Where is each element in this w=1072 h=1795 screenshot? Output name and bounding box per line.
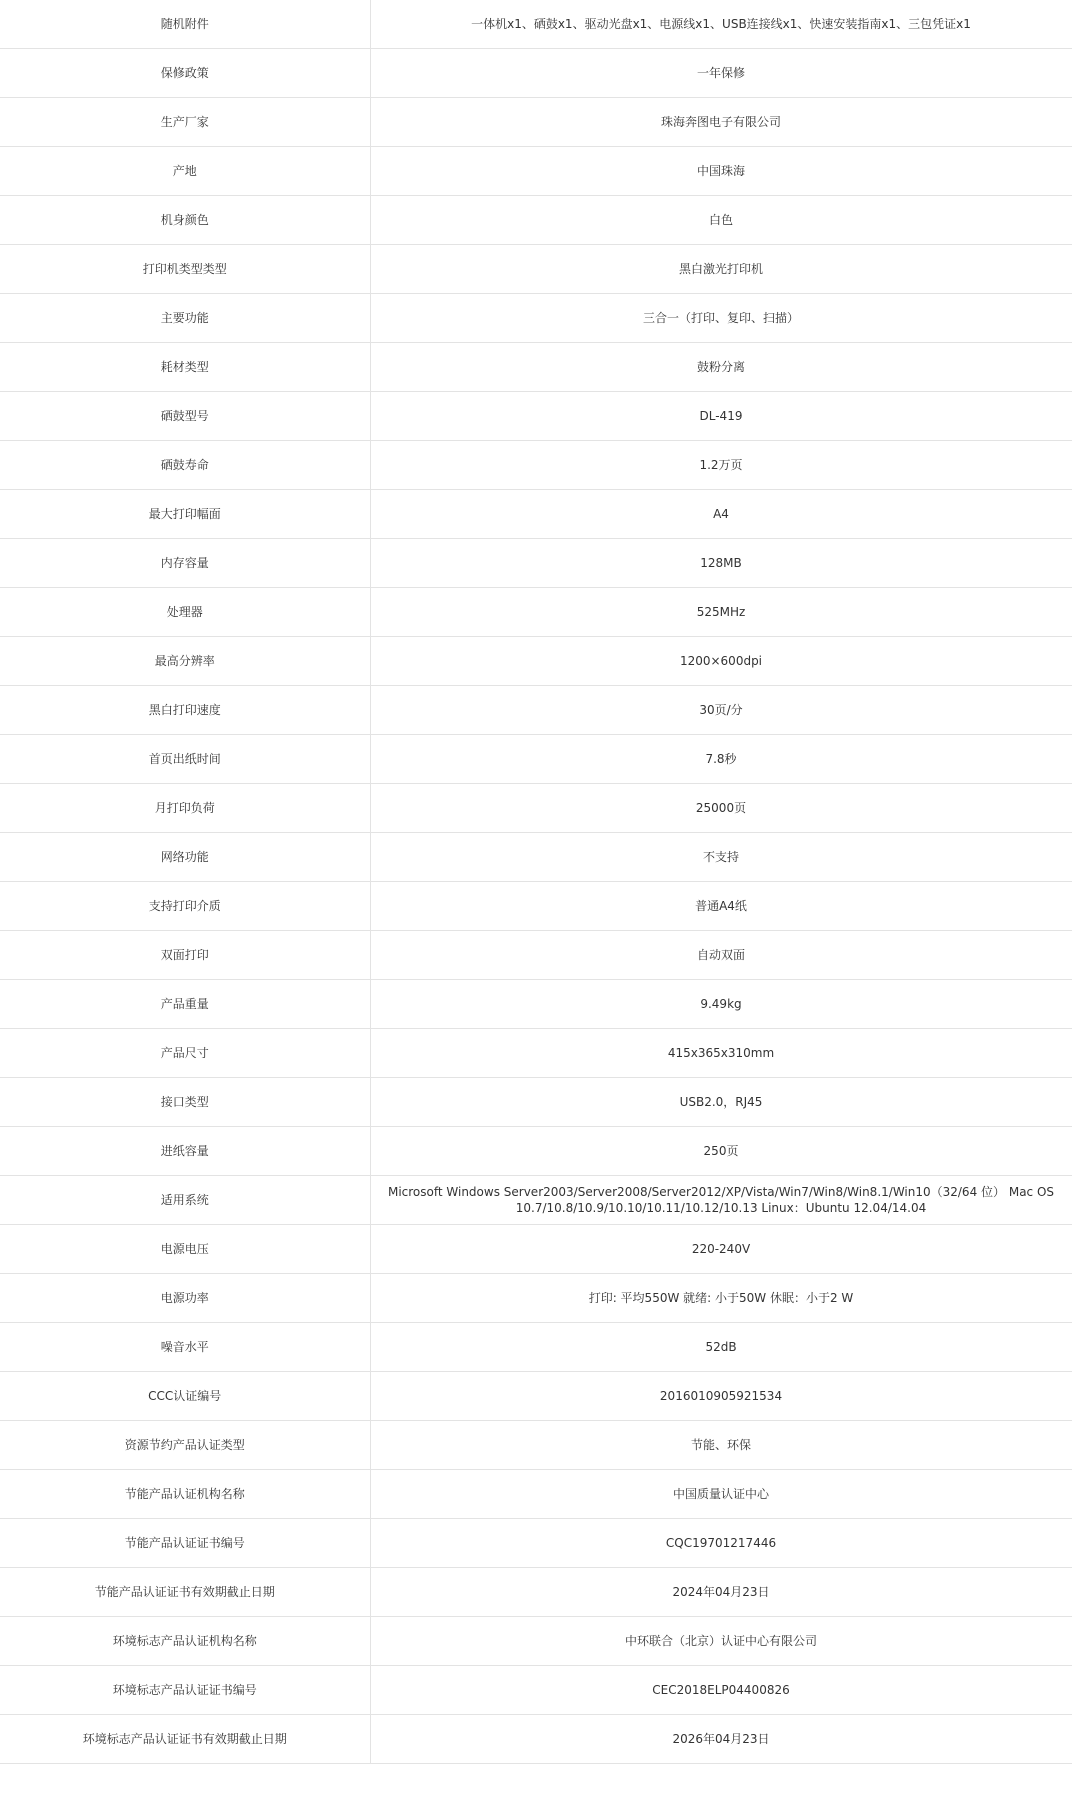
spec-value: Microsoft Windows Server2003/Server2008/Server2012/XP/Vista/Win7/Win8/Win8.1/Win10（32/64 位） Mac OS 10.7/10.8/10.9/10.10/10.11/10.12/10.13 Linux：Ubuntu 12.04/14.04 (370, 1175, 1072, 1224)
spec-value: 7.8秒 (370, 734, 1072, 783)
spec-row (0, 1371, 1072, 1420)
spec-value: 220-240V (370, 1224, 1072, 1273)
spec-row (0, 195, 1072, 244)
spec-value: 2016010905921534 (370, 1371, 1072, 1420)
spec-row (0, 832, 1072, 881)
spec-label: 首页出纸时间 (0, 734, 370, 783)
spec-row (0, 391, 1072, 440)
spec-row (0, 342, 1072, 391)
spec-value: 2026年04月23日 (370, 1714, 1072, 1763)
spec-label: 环境标志产品认证证书有效期截止日期 (0, 1714, 370, 1763)
spec-label: 资源节约产品认证类型 (0, 1420, 370, 1469)
spec-value: 128MB (370, 538, 1072, 587)
spec-row (0, 881, 1072, 930)
spec-row (0, 244, 1072, 293)
spec-value: 中环联合（北京）认证中心有限公司 (370, 1616, 1072, 1665)
spec-row (0, 1224, 1072, 1273)
spec-label: 最大打印幅面 (0, 489, 370, 538)
spec-row (0, 1273, 1072, 1322)
spec-row (0, 783, 1072, 832)
spec-value: 三合一（打印、复印、扫描） (370, 293, 1072, 342)
spec-row (0, 1567, 1072, 1616)
spec-label: 保修政策 (0, 48, 370, 97)
spec-row (0, 1322, 1072, 1371)
spec-value: 一年保修 (370, 48, 1072, 97)
spec-value: 30页/分 (370, 685, 1072, 734)
spec-value: 25000页 (370, 783, 1072, 832)
spec-row (0, 1469, 1072, 1518)
spec-label: 节能产品认证机构名称 (0, 1469, 370, 1518)
spec-value: 2024年04月23日 (370, 1567, 1072, 1616)
spec-value: 1.2万页 (370, 440, 1072, 489)
spec-value: 52dB (370, 1322, 1072, 1371)
spec-label: 电源电压 (0, 1224, 370, 1273)
spec-row (0, 1518, 1072, 1567)
spec-label: 机身颜色 (0, 195, 370, 244)
spec-row (0, 734, 1072, 783)
spec-value: 中国珠海 (370, 146, 1072, 195)
spec-label: 环境标志产品认证机构名称 (0, 1616, 370, 1665)
spec-value: 普通A4纸 (370, 881, 1072, 930)
spec-label: 随机附件 (0, 0, 370, 48)
spec-value: A4 (370, 489, 1072, 538)
spec-row (0, 1420, 1072, 1469)
spec-label: 噪音水平 (0, 1322, 370, 1371)
spec-label: 节能产品认证证书有效期截止日期 (0, 1567, 370, 1616)
spec-value: 415x365x310mm (370, 1028, 1072, 1077)
spec-row (0, 1175, 1072, 1224)
spec-label: 硒鼓型号 (0, 391, 370, 440)
spec-label: 主要功能 (0, 293, 370, 342)
spec-row (0, 1714, 1072, 1763)
spec-row (0, 489, 1072, 538)
spec-label: 耗材类型 (0, 342, 370, 391)
spec-label: 打印机类型类型 (0, 244, 370, 293)
spec-value: 不支持 (370, 832, 1072, 881)
spec-value: 250页 (370, 1126, 1072, 1175)
spec-row (0, 1126, 1072, 1175)
spec-label: 电源功率 (0, 1273, 370, 1322)
spec-row (0, 1616, 1072, 1665)
spec-value: 中国质量认证中心 (370, 1469, 1072, 1518)
spec-value: 鼓粉分离 (370, 342, 1072, 391)
spec-label: 进纸容量 (0, 1126, 370, 1175)
spec-row (0, 1665, 1072, 1714)
spec-row (0, 538, 1072, 587)
spec-label: 最高分辨率 (0, 636, 370, 685)
spec-value: USB2.0，RJ45 (370, 1077, 1072, 1126)
spec-value: CEC2018ELP04400826 (370, 1665, 1072, 1714)
spec-row (0, 587, 1072, 636)
spec-value: 525MHz (370, 587, 1072, 636)
spec-label: 月打印负荷 (0, 783, 370, 832)
spec-label: 产地 (0, 146, 370, 195)
spec-label: 网络功能 (0, 832, 370, 881)
spec-label: 接口类型 (0, 1077, 370, 1126)
spec-label: CCC认证编号 (0, 1371, 370, 1420)
spec-row (0, 440, 1072, 489)
spec-value: DL-419 (370, 391, 1072, 440)
spec-label: 节能产品认证证书编号 (0, 1518, 370, 1567)
spec-value: CQC19701217446 (370, 1518, 1072, 1567)
spec-label: 适用系统 (0, 1175, 370, 1224)
spec-value: 9.49kg (370, 979, 1072, 1028)
spec-label: 双面打印 (0, 930, 370, 979)
spec-row (0, 0, 1072, 48)
spec-value: 白色 (370, 195, 1072, 244)
spec-label: 黑白打印速度 (0, 685, 370, 734)
spec-row (0, 48, 1072, 97)
spec-row (0, 979, 1072, 1028)
spec-row (0, 1077, 1072, 1126)
spec-value: 一体机x1、硒鼓x1、驱动光盘x1、电源线x1、USB连接线x1、快速安装指南x1、三包凭证x1 (370, 0, 1072, 48)
spec-label: 产品尺寸 (0, 1028, 370, 1077)
spec-row (0, 146, 1072, 195)
spec-row (0, 293, 1072, 342)
spec-row (0, 97, 1072, 146)
spec-value: 珠海奔图电子有限公司 (370, 97, 1072, 146)
spec-value: 打印: 平均550W 就绪: 小于50W 休眠：小于2 W (370, 1273, 1072, 1322)
spec-value: 黑白激光打印机 (370, 244, 1072, 293)
spec-label: 处理器 (0, 587, 370, 636)
spec-value: 1200×600dpi (370, 636, 1072, 685)
spec-label: 支持打印介质 (0, 881, 370, 930)
spec-label: 生产厂家 (0, 97, 370, 146)
spec-row (0, 1028, 1072, 1077)
spec-label: 内存容量 (0, 538, 370, 587)
spec-label: 产品重量 (0, 979, 370, 1028)
spec-row (0, 685, 1072, 734)
spec-row (0, 930, 1072, 979)
spec-label: 硒鼓寿命 (0, 440, 370, 489)
spec-label: 环境标志产品认证证书编号 (0, 1665, 370, 1714)
spec-row (0, 636, 1072, 685)
spec-value: 节能、环保 (370, 1420, 1072, 1469)
spec-value: 自动双面 (370, 930, 1072, 979)
